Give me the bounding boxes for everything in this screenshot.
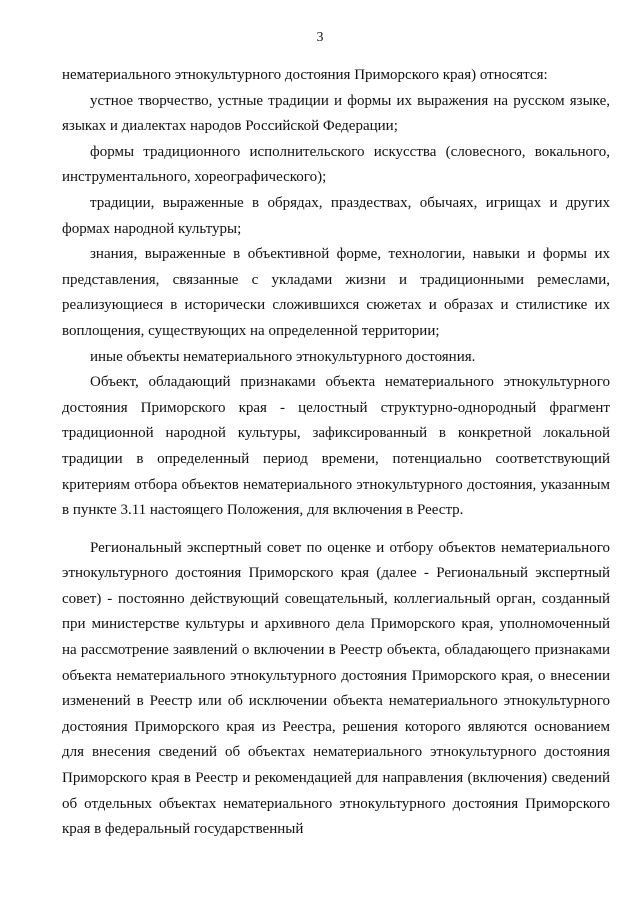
paragraph-performing-arts: формы традиционного исполнительского искусства (словесного, вокального, инструментального, хореографического); xyxy=(62,143,610,186)
paragraph-expert-council: Региональный экспертный совет по оценке и отбору объектов нематериального этнокультурного достояния Приморского края (далее - Региональный экспертный совет) - постоянно действующий совещательный, коллегиальный орган, созданный при министерстве культуры и архивного дела Приморского края, уполномоченный на рассмотрение заявлений о включении в Реестр объекта, обладающего признаками объекта нематериального этнокультурного достояния Приморского края, о внесении изменений в Реестр или об исключении объекта нематериального этнокультурного достояния Приморского края из Реестра, решения которого являются основанием для внесения сведений об объектах нематериального этнокультурного достояния Приморского края в Реестр и рекомендацией для направления (включения) сведений об отдельных объектах нематериального этнокультурного достояния Приморского края в федеральный государственный xyxy=(62,539,610,838)
paragraph-oral-creativity: устное творчество, устные традиции и формы их выражения на русском языке, языках и диалектах народов Российской Федерации; xyxy=(62,92,610,135)
paragraph-object-definition: Объект, обладающий признаками объекта нематериального этнокультурного достояния Приморского края - целостный структурно-однородный фрагмент традиционной народной культуры, зафиксированный в конкретной локальной традиции в определенный период времени, потенциально соответствующий критериям отбора объектов нематериального этнокультурного достояния, указанным в пункте 3.11 настоящего Положения, для включения в Реестр. xyxy=(62,374,610,519)
page-number: 3 xyxy=(316,30,324,45)
paragraph-other-objects: иные объекты нематериального этнокультурного достояния. xyxy=(90,348,476,365)
paragraph-knowledge: знания, выраженные в объективной форме, технологии, навыки и формы их представления, связанные с укладами жизни и традиционными ремеслами, реализующиеся в исторически сложившихся сюжетах и образах и стилистике их воплощения, существующих на определенной территории; xyxy=(62,246,610,339)
document-body xyxy=(62,63,610,843)
paragraph-traditions: традиции, выраженные в обрядах, праздествах, обычаях, игрищах и других формах народной культуры; xyxy=(62,194,610,237)
paragraph-intro-continuation: нематериального этнокультурного достояния Приморского края) относятся: xyxy=(62,67,548,83)
